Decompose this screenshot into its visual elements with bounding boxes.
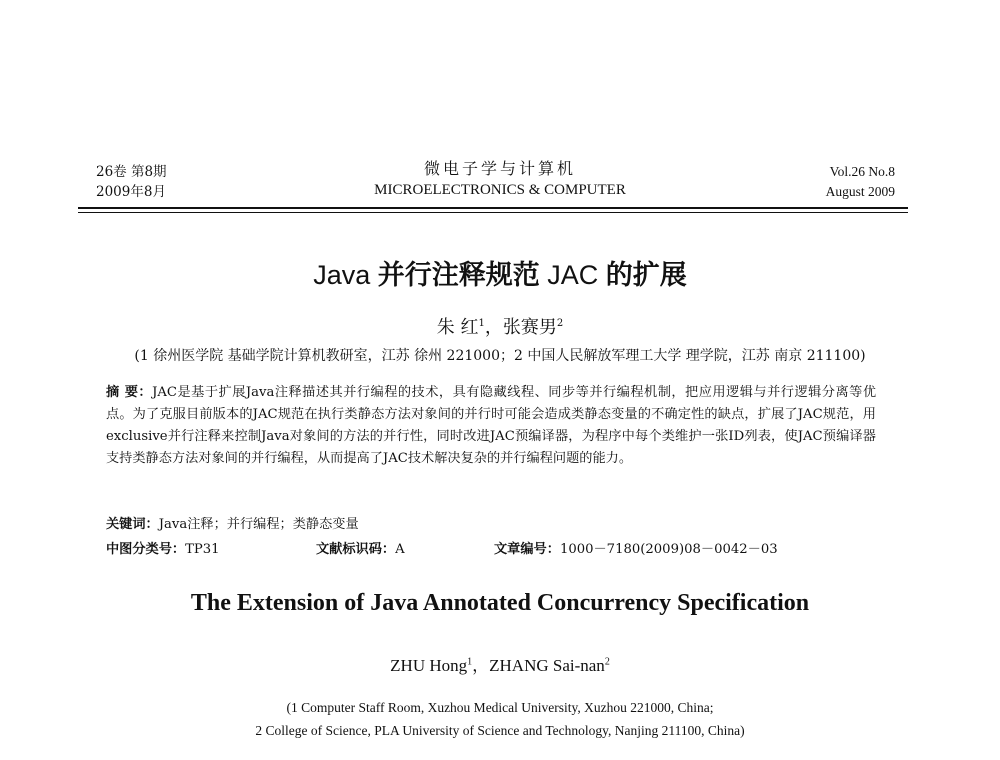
header-vol-block — [826, 162, 895, 202]
clc-label: 中图分类号： — [106, 542, 186, 557]
title-zh-prefix: Java — [313, 260, 378, 290]
affiliation-en-line2: 2 College of Science, PLA University of Science and Technology, Nanjing 211100, China) — [255, 723, 745, 738]
affiliation-zh: (1 徐州医学院 基础学院计算机教研室，江苏 徐州 221000；2 中国人民解放军理工大学 理学院，江苏 南京 211100) — [134, 348, 866, 364]
author-en-2: ZHANG Sai-nan — [489, 656, 605, 675]
doc-code-value: A — [395, 542, 405, 557]
title-zh-middle: 并行注释规范 — [377, 260, 540, 291]
classification-line — [106, 540, 886, 560]
keywords-zh-text: Java注释；并行编程；类静态变量 — [158, 517, 359, 532]
abstract-zh — [106, 382, 876, 470]
paper-title-en: The Extension of Java Annotated Concurrency Specification — [190, 590, 810, 616]
title-zh-suffix: 的扩展 — [605, 260, 687, 291]
author-en-2-affil-mark: 2 — [604, 656, 610, 668]
keywords-zh-label: 关键词： — [106, 517, 159, 532]
header-rule-thin — [78, 212, 908, 213]
author-zh-2: 张赛男 — [502, 317, 557, 338]
header-vol-no: Vol.26 No.8 — [829, 164, 895, 179]
author-zh-2-affil-mark: 2 — [556, 318, 564, 329]
author-en-1-affil-mark: 1 — [467, 656, 473, 668]
doc-code-label: 文献标识码： — [316, 542, 396, 557]
article-number-label: 文章编号： — [494, 542, 560, 557]
header-volume-issue: 26卷 第8期 — [96, 164, 167, 180]
header-rule-thick — [78, 207, 908, 209]
clc-cell — [106, 540, 316, 560]
author-zh-separator: ， — [484, 317, 503, 338]
article-number-cell — [494, 540, 778, 560]
article-number-value: 1000－7180(2009)08－0042－03 — [559, 542, 778, 557]
abstract-zh-label: 摘 要： — [106, 385, 153, 400]
header-date-en: August 2009 — [825, 184, 895, 199]
author-zh-1-affil-mark: 1 — [478, 318, 485, 329]
author-en-1: ZHU Hong — [390, 656, 468, 675]
clc-value: TP31 — [185, 542, 220, 557]
title-zh-acronym: JAC — [539, 260, 606, 290]
authors-zh — [0, 313, 1000, 339]
keywords-zh — [106, 514, 876, 536]
author-zh-1: 朱 红 — [436, 317, 479, 338]
paper-title-zh — [0, 253, 1000, 292]
authors-en — [0, 651, 1000, 676]
affiliation-en — [0, 696, 1000, 742]
doc-code-cell — [316, 540, 494, 560]
journal-name-zh: 微电子学与计算机 — [423, 159, 576, 178]
journal-name-en: MICROELECTRONICS & COMPUTER — [374, 182, 626, 198]
header-date-zh: 2009年8月 — [96, 184, 166, 200]
author-en-separator: ， — [472, 656, 490, 675]
abstract-zh-text: JAC是基于扩展Java注释描述其并行编程的技术，具有隐藏线程、同步等并行编程机制，把应用逻辑与并行逻辑分离等优点。为了克服目前版本的JAC规范在执行类静态方法对象间的并行时可能会造成类静态变量的不确定性的缺点，扩展了JAC规范，用exclusive并行注释来控制Java对象间的方法的并行性，同时改进JAC预编译器，为程序中每个类维护一张ID列表，使JAC预编译器支持类静态方法对象间的并行编程，从而提高了JAC技术解决复杂的并行编程问题的能力。 — [106, 385, 877, 466]
affiliation-en-line1: (1 Computer Staff Room, Xuzhou Medical University, Xuzhou 221000, China; — [286, 700, 714, 715]
